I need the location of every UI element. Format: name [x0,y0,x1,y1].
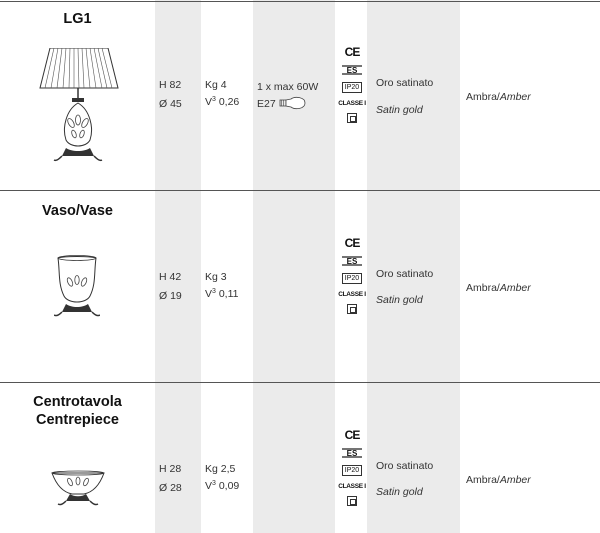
class-rating: CLASSE I [338,100,366,107]
double-insulation-square-icon [347,304,357,314]
product-name: Vaso/Vase [42,203,113,219]
es-mark-icon [342,64,362,76]
bulb-socket: E27 [257,98,276,110]
centrepiece-bowl-illustration-icon [50,470,106,510]
glass-color: Ambra/Amber [466,282,531,294]
es-mark-icon [342,255,362,267]
certifications [337,44,367,123]
class-rating: CLASSE I [338,483,366,490]
ip-rating: IP20 [342,465,362,476]
product-name-line-1: Centrotavola [33,394,122,410]
svg-text:ES: ES [346,449,358,458]
certifications [337,235,367,314]
product-row-centrepiece [0,383,600,533]
es-mark-icon [342,447,362,459]
volume-value: $V^3$ 0,11 [205,288,239,300]
weight-value: Kg 4 [205,79,227,91]
diameter-value: Ø 28 [159,482,182,494]
weight-value: Kg 2,5 [205,463,236,475]
product-row-lg1 [0,0,600,190]
finish-italian: Oro satinato [376,460,434,472]
finish-italian: Oro satinato [376,77,434,89]
product-row-vase [0,191,600,382]
svg-text:ES: ES [346,257,358,266]
height-value: H 28 [159,463,182,475]
svg-text:ES: ES [346,66,358,75]
light-bulb-icon [279,96,307,110]
diameter-value: Ø 19 [159,290,182,302]
height-value: H 42 [159,271,182,283]
finish-italian: Oro satinato [376,268,434,280]
height-value: H 82 [159,79,182,91]
finish-english: Satin gold [376,486,423,498]
glass-color: Ambra/Amber [466,91,531,103]
glass-color: Ambra/Amber [466,474,531,486]
certifications [337,427,367,506]
class-rating: CLASSE I [338,291,366,298]
double-insulation-square-icon [347,113,357,123]
volume-value: $V^3$ 0,09 [205,480,240,492]
vase-illustration-icon [54,254,100,326]
product-name-line-2: Centrepiece [35,412,119,428]
ce-mark: CE [344,428,360,442]
finish-english: Satin gold [376,104,423,116]
volume-value: $V^3$ 0,26 [205,96,240,108]
ce-mark: CE [344,236,360,250]
diameter-value: Ø 45 [159,98,182,110]
finish-english: Satin gold [376,294,423,306]
table-lamp-illustration-icon [36,48,122,166]
ip-rating: IP20 [342,273,362,284]
product-name: LG1 [63,11,92,27]
weight-value: Kg 3 [205,271,227,283]
double-insulation-square-icon [347,496,357,506]
ip-rating: IP20 [342,82,362,93]
ce-mark: CE [344,45,360,59]
bulb-power: 1 x max 60W [257,81,319,93]
